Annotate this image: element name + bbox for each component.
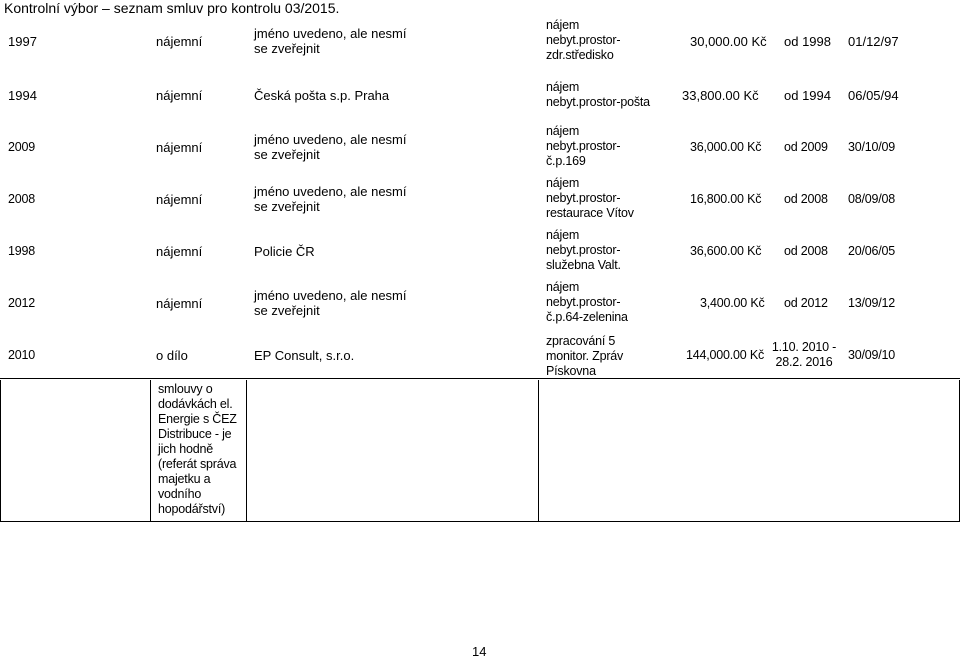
row-2-amount: 33,800.00 Kč (682, 88, 759, 103)
page-title: Kontrolní výbor – seznam smluv pro kontrolu 03/2015. (4, 0, 340, 16)
row-6-year: 2012 (8, 296, 36, 310)
divider-line (246, 380, 247, 522)
page-number: 14 (472, 644, 487, 659)
row-2-year: 1994 (8, 88, 37, 103)
row-4-amount: 16,800.00 Kč (690, 192, 762, 206)
row-3-year: 2009 (8, 140, 36, 154)
row-1-type: nájemní (156, 34, 203, 49)
row-4-date: 08/09/08 (848, 192, 896, 206)
row-1-subject: nájem nebyt.prostor-zdr.středisko (546, 18, 621, 62)
row-5-amount: 36,600.00 Kč (690, 244, 762, 258)
row-6-amount: 3,400.00 Kč (700, 296, 765, 310)
divider-line (0, 378, 960, 379)
row-6-subject: nájem nebyt.prostor-č.p.64-zelenina (546, 280, 628, 324)
note-text: smlouvy o dodávkách el. Energie s ČEZ Distribuce - je jich hodně (referát správa majetku a vodního hopodářství) (158, 382, 237, 516)
row-5-period: od 2008 (784, 244, 828, 258)
row-2-period: od 1994 (784, 88, 831, 103)
divider-line (0, 380, 1, 522)
row-4-subject: nájem nebyt.prostor-restaurace Vítov (546, 176, 634, 220)
row-3-period: od 2009 (784, 140, 828, 154)
row-4-party: jméno uvedeno, ale nesmí se zveřejnit (254, 184, 407, 214)
row-3-party: jméno uvedeno, ale nesmí se zveřejnit (254, 132, 407, 162)
row-3-type: nájemní (156, 140, 203, 155)
row-5-subject: nájem nebyt.prostor-služebna Valt. (546, 228, 621, 272)
row-1-party: jméno uvedeno, ale nesmí se zveřejnit (254, 26, 407, 56)
row-3-subject: nájem nebyt.prostor-č.p.169 (546, 124, 621, 168)
row-1-amount: 30,000.00 Kč (690, 34, 767, 49)
divider-line (0, 521, 960, 522)
row-7-subject: zpracování 5 monitor. Zpráv Pískovna (546, 334, 624, 378)
row-6-date: 13/09/12 (848, 296, 896, 310)
row-7-year: 2010 (8, 348, 36, 362)
row-6-period: od 2012 (784, 296, 828, 310)
row-1-date: 01/12/97 (848, 34, 899, 49)
row-6-type: nájemní (156, 296, 203, 311)
row-5-party: Policie ČR (254, 244, 315, 259)
row-7-amount: 144,000.00 Kč (686, 348, 765, 362)
row-7-party: EP Consult, s.r.o. (254, 348, 355, 363)
row-5-type: nájemní (156, 244, 203, 259)
row-4-period: od 2008 (784, 192, 828, 206)
row-1-period: od 1998 (784, 34, 831, 49)
row-2-party: Česká pošta s.p. Praha (254, 88, 390, 103)
row-3-date: 30/10/09 (848, 140, 896, 154)
divider-line (150, 380, 151, 522)
row-4-type: nájemní (156, 192, 203, 207)
row-7-period: 1.10. 2010 - 28.2. 2016 (771, 340, 837, 369)
row-4-year: 2008 (8, 192, 36, 206)
row-5-date: 20/06/05 (848, 244, 896, 258)
row-2-date: 06/05/94 (848, 88, 899, 103)
row-5-year: 1998 (8, 244, 36, 258)
row-7-type: o dílo (156, 348, 188, 363)
row-7-date: 30/09/10 (848, 348, 896, 362)
row-2-type: nájemní (156, 88, 203, 103)
row-1-year: 1997 (8, 34, 37, 49)
divider-line (538, 380, 539, 522)
row-3-amount: 36,000.00 Kč (690, 140, 762, 154)
row-2-subject: nájem nebyt.prostor-pošta (546, 80, 650, 109)
row-6-party: jméno uvedeno, ale nesmí se zveřejnit (254, 288, 407, 318)
